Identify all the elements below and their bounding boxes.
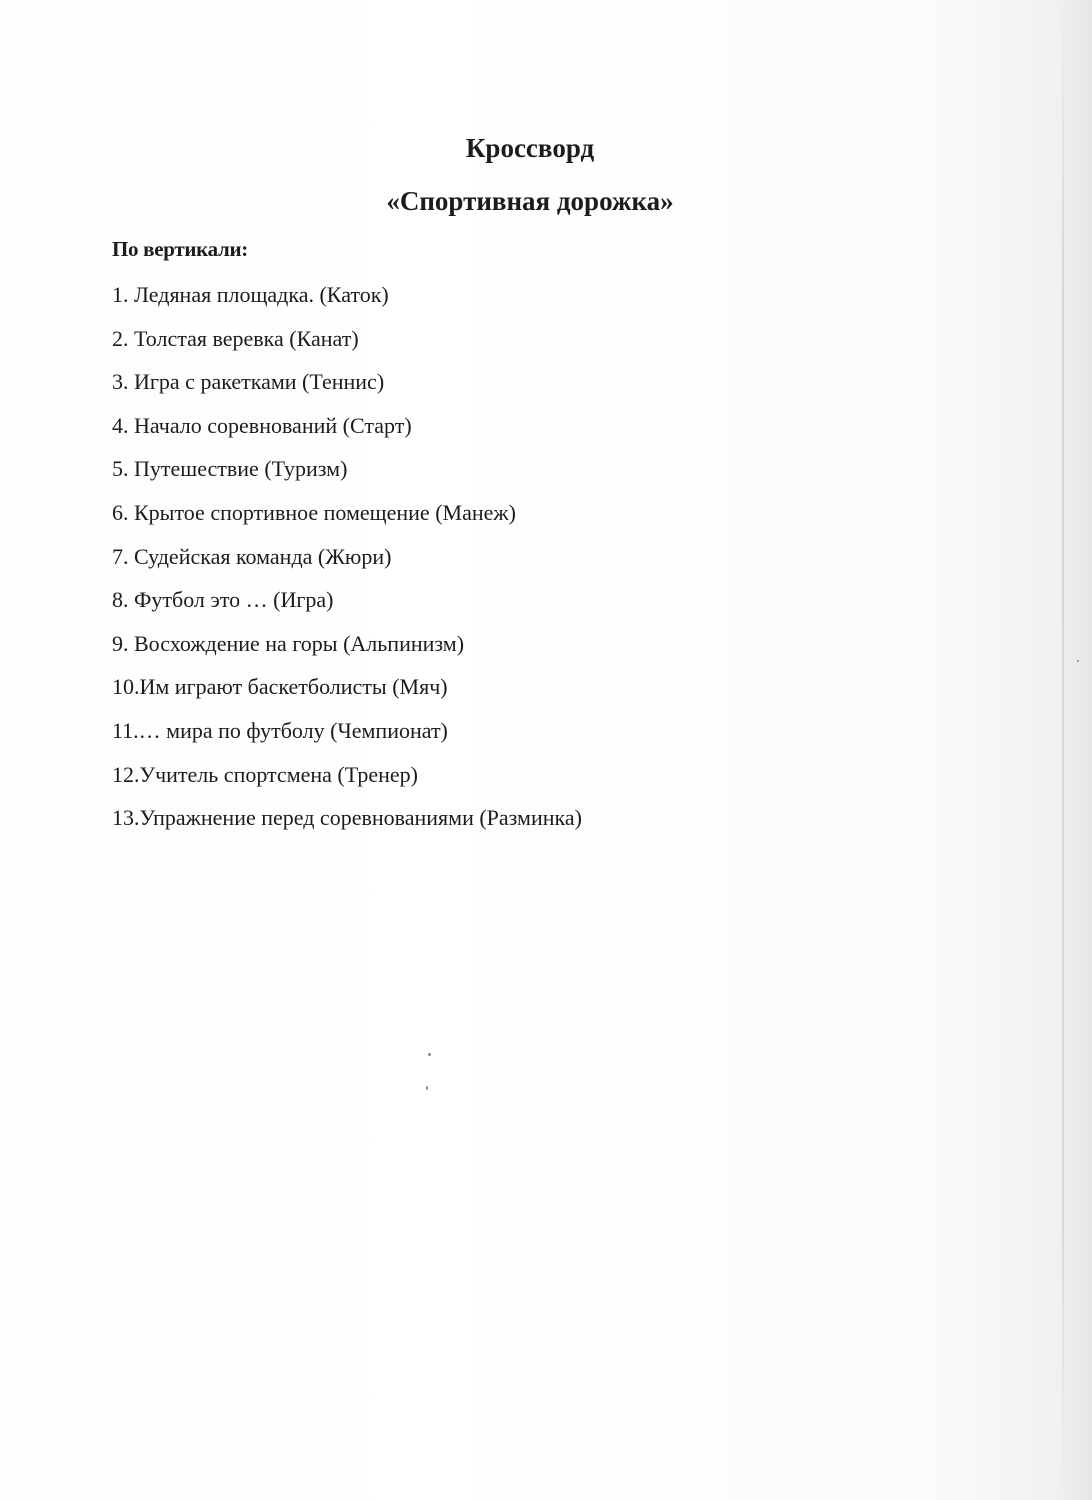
scan-speck: [428, 1053, 431, 1056]
section-heading-vertical: По вертикали:: [112, 237, 249, 261]
clue-item: 9. Восхождение на горы (Альпинизм): [112, 630, 465, 656]
document-subtitle: «Спортивная дорожка»: [386, 186, 674, 216]
clue-list: [112, 281, 582, 848]
clue-item: 13.Упражнение перед соревнованиями (Разминка): [112, 805, 582, 831]
clue-item: 1. Ледяная площадка. (Каток): [112, 282, 389, 307]
clue-item: 8. Футбол это … (Игра): [112, 587, 334, 613]
clue-item: 4. Начало соревнований (Старт): [112, 412, 412, 438]
document-title: Кроссворд: [465, 133, 595, 163]
clue-item: 7. Судейская команда (Жюри): [112, 543, 392, 569]
clue-item: 2. Толстая веревка (Канат): [112, 325, 359, 351]
clue-item: 12.Учитель спортсмена (Тренер): [112, 761, 418, 787]
clue-item: 6. Крытое спортивное помещение (Манеж): [112, 499, 516, 525]
scan-speck: [426, 1086, 428, 1090]
paper-edge-shadow: [1062, 0, 1064, 1500]
clue-item: 10.Им играют баскетболисты (Мяч): [112, 674, 448, 700]
scan-speck: [1077, 660, 1079, 662]
clue-item: 11.… мира по футболу (Чемпионат): [112, 717, 448, 743]
clue-item: 3. Игра с ракетками (Теннис): [112, 369, 385, 395]
clue-item: 5. Путешествие (Туризм): [112, 456, 348, 482]
